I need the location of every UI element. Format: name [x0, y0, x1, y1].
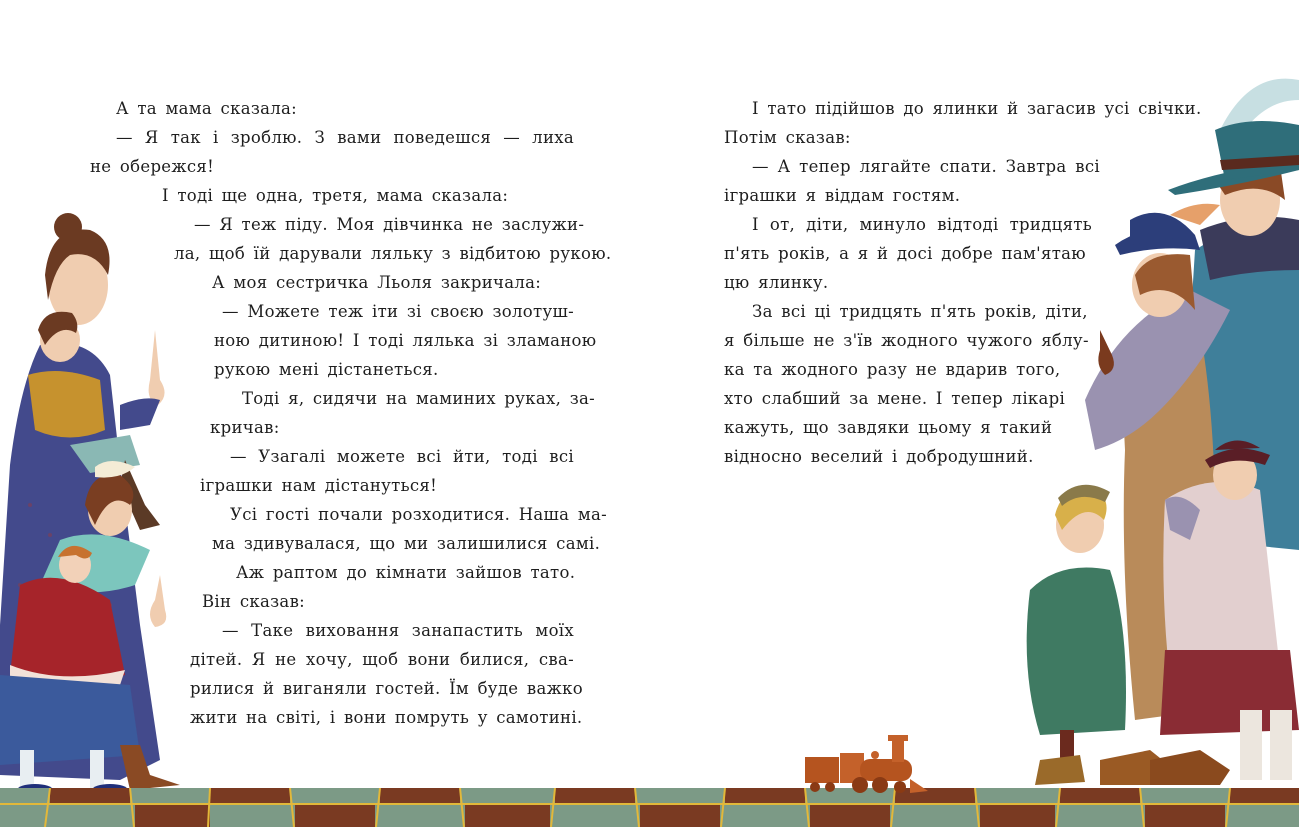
text-line: хто слабший за мене. І тепер лікарі — [724, 389, 1066, 408]
text-line: ла, щоб їй дарували ляльку з відбитою рукою. — [174, 244, 612, 263]
text-line: — Я так і зроблю. З вами поведешся — лиха — [116, 128, 574, 147]
right-page — [650, 0, 1299, 827]
text-line: іграшки я віддам гостям. — [724, 186, 961, 205]
text-line: кричав: — [210, 418, 280, 437]
text-line: А та мама сказала: — [116, 99, 298, 118]
text-line: — Можете теж іти зі своєю золотуш- — [222, 302, 574, 321]
text-line: Усі гості почали розходитися. Наша ма- — [230, 505, 608, 524]
text-line: І тоді ще одна, третя, мама сказала: — [162, 186, 509, 205]
text-line: Аж раптом до кімнати зайшов тато. — [236, 563, 576, 582]
text-line: жити на світі, і вони помруть у самотині. — [190, 708, 583, 727]
text-line: іграшки нам дістануться! — [200, 476, 438, 495]
text-line: За всі ці тридцять п'ять років, діти, — [752, 302, 1088, 321]
text-line: рукою мені дістанеться. — [214, 360, 439, 379]
text-line: — Таке виховання занапастить моїх — [222, 621, 574, 640]
text-line: відносно веселий і добродушний. — [724, 447, 1034, 466]
text-line: ка та жодного разу не вдарив того, — [724, 360, 1061, 379]
text-line: — Я теж піду. Моя дівчинка не заслужи- — [194, 215, 585, 234]
text-line: п'ять років, а я й досі добре пам'ятаю — [724, 244, 1086, 263]
text-line: дітей. Я не хочу, щоб вони билися, сва- — [190, 650, 574, 669]
text-line: кажуть, що завдяки цьому я такий — [724, 418, 1053, 437]
text-line: І от, діти, минуло відтоді тридцять — [752, 215, 1092, 234]
text-line: цю ялинку. — [724, 273, 829, 292]
text-line: я більше не з'їв жодного чужого яблу- — [724, 331, 1089, 350]
text-line: — А тепер лягайте спати. Завтра всі — [752, 157, 1100, 176]
text-line: — Узагалі можете всі йти, тоді всі — [230, 447, 574, 466]
text-line: І тато підійшов до ялинки й загасив усі свічки. — [752, 99, 1202, 118]
text-line: ною дитиною! І тоді лялька зі зламаною — [214, 331, 597, 350]
text-line: не обережся! — [90, 157, 215, 176]
text-line: Потім сказав: — [724, 128, 851, 147]
text-line: рилися й виганяли гостей. Їм буде важко — [190, 679, 583, 698]
text-line: Тоді я, сидячи на маминих руках, за- — [242, 389, 596, 408]
text-line: ма здивувалася, що ми залишилися самі. — [212, 534, 601, 553]
text-line: А моя сестричка Льоля закричала: — [212, 273, 542, 292]
text-line: Він сказав: — [202, 592, 306, 611]
